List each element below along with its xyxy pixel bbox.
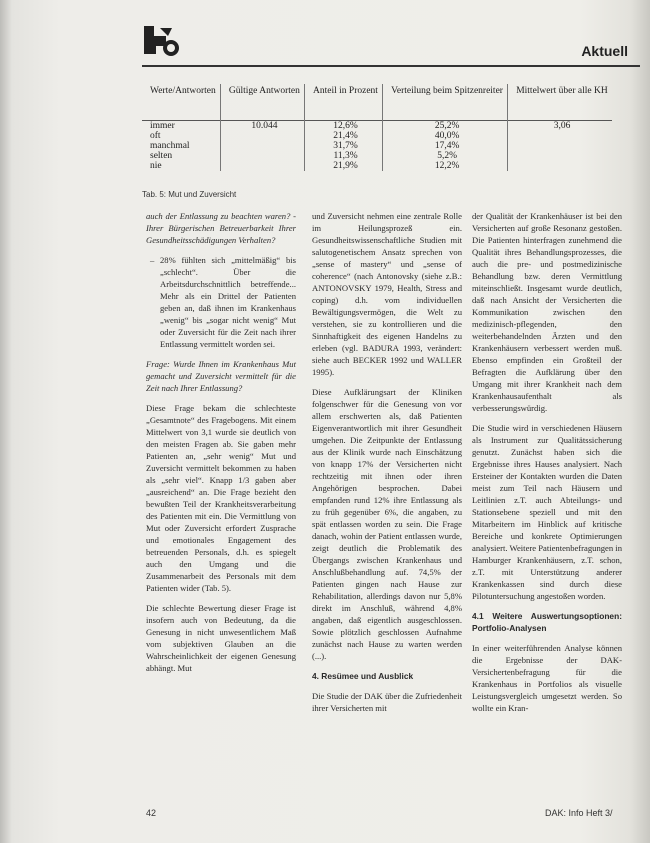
text-column-right	[472, 210, 622, 722]
header-rule	[142, 65, 640, 67]
table-cell: 10.044	[220, 121, 304, 132]
table-row	[142, 161, 612, 171]
table-cell: manchmal	[150, 141, 190, 151]
table-header-cell: Verteilung beim Spitzenreiter	[383, 84, 508, 121]
table-cell	[508, 151, 612, 161]
table-cell	[508, 161, 612, 171]
table-cell: selten	[150, 151, 173, 161]
body-paragraph: In einer weiterführenden Analyse können die Ergebnisse der DAK-Versichertenbefragung für die Krankenhaus in Portfolios als visuelle Leistungsvergleich umgesetzt werden. So wollte ein Kran-	[472, 643, 622, 713]
body-paragraph: Die schlechte Bewertung dieser Frage ist insofern auch von Bedeutung, da die Genesung in nicht unwesentlichem Maß vom subjektiven Glauben an die Wahrscheinlichkeit der eigenen Genesung abhängt. Mut	[146, 603, 296, 673]
page-number: 42	[146, 808, 157, 818]
journal-reference: DAK: Info Heft 3/	[545, 808, 613, 818]
survey-question: Frage: Wurde Ihnen im Krankenhaus Mut gemacht und Zuversicht vermittelt für die Zeit nach Ihrer Entlassung?	[146, 359, 296, 393]
table-row	[142, 141, 612, 151]
body-paragraph: Diese Aufklärungsart der Kliniken folgenschwer für die Genesung von vor allem erschwerten als, daß Patienten Eigenverantwortlich mit ihrer Gesundheit umgehen. Die Zeitpunkte der Entlassung aus der Klinik wurde nach Einschätzung von knapp 17% der Versicherten nicht rechtzeitig mit ihnen oder ihren Angehörigen besprochen. Dabei empfanden rund 12% ihre Entlassung als zu früh gegenüber 6%, die angaben, zu spät entlassen worden zu sein. Die Frage danach, wohin der Patient entlassen wurde, zeigt deutlich die Problematik des Übergangs zwischen Krankenhaus und Anschlußbehandlung auf. 74,5% der Patienten gingen nach Hause zur Rehabilitation, allerdings davon nur 5,8% direkt im Anschluß, während 4,8% angaben, daß eigentlich ausgeschlossen. Sowie plötzlich geschlossen Aufnahme zunächst nach Hause zu warten werden (...).	[312, 387, 462, 661]
survey-question: auch der Entlassung zu beachten waren? - Ihrer Bürgerischen Betreuerbarkeit Ihrer Gesundheitsschädigungen Verhalten?	[146, 211, 296, 245]
table-row	[142, 131, 612, 141]
table-header-cell: Mittelwert über alle KH	[508, 84, 612, 121]
table-cell	[220, 151, 304, 161]
body-paragraph: Die Studie wird in verschiedenen Häusern als Instrument zur Qualitätssicherung genutzt. Zunächst haben sich die Ergebnisse ihres Hauses analysiert. Nach Ersteiner der Kontakten wurden die Daten meist zum Teil nach Häusern und Leitlinien z.T. auch Abteilungs- und Stationsebene speziell und mit den Mitarbeitern im Hinblick auf kritische Bereiche und konkrete Optimierungen analysiert. Weitere Patientenbefragungen in Hamburger Krankenhäusern, z.T. schon, z.T. mit Unterstützung anderer Krankenkassen sind durch diese Pilotuntersuchung angestoßen worden.	[472, 423, 622, 601]
table-cell: 21,9%	[305, 161, 383, 171]
table-row	[142, 121, 612, 132]
table-cell: 5,2%	[383, 151, 508, 161]
bullet-paragraph: – 28% fühlten sich „mittelmäßig“ bis „schlecht“. Über die Arbeitsdurchschnittlich betreffende... Mehr als ein Drittel der Patienten geben an, daß ihnen im Krankenhaus „wenig“ bis „sogar nicht wenig“ Mut oder Zuversicht für die Zeit nach ihrer Entlassung vermittelt worden sei.	[150, 255, 296, 349]
table-caption: Tab. 5: Mut und Zuversicht	[142, 190, 237, 199]
table-cell: 3,06	[508, 121, 612, 132]
table-cell: 17,4%	[383, 141, 508, 151]
table-cell: 31,7%	[305, 141, 383, 151]
table-cell: oft	[150, 131, 161, 141]
table-cell: immer	[150, 121, 175, 131]
body-paragraph: und Zuversicht nehmen eine zentrale Rolle im Heilungsprozeß ein. Gesundheitswissenschaftliche Studien mit salutogenetischem Ansatz sprechen von „sense of mastery“ und „sense of coherence“ (nach Antonovsky (siehe z.B.: ANTONOVSKY 1979, Health, Stress and coping) d.h. vom individuellen Bewältigungsvermögen, die Welt zu verstehen, sie zu kontrollieren und die Sinnhaftigkeit des eigenen Handelns zu erleben (vgl. BADURA 1993, verändert: siehe auch BECKER 1992 und WALLER 1995).	[312, 211, 462, 377]
table-cell: nie	[150, 161, 162, 171]
table-header-cell: Anteil in Prozent	[305, 84, 383, 121]
table-cell: 21,4%	[305, 131, 383, 141]
table-cell: 12,6%	[305, 121, 383, 132]
section-heading: 4.1 Weitere Auswertungsoptionen: Portfolio-Analysen	[472, 611, 622, 633]
table-cell	[220, 161, 304, 171]
table-cell	[508, 131, 612, 141]
body-paragraph: Diese Frage bekam die schlechteste „Gesamtnote“ des Fragebogens. Mit einem Mittelwert von 3,1 wurde sie deutlich von den meisten Fragen ab. Sie gaben mehr Patienten an, „sehr wenig“ Mut und Zuversicht vermittelt bekommen zu haben als „sehr viel“. Knapp 1/3 gaben aber „ausreichend“ an. Die Frage bezieht den bewußten Teil der Krankheitsverarbeitung des Patienten mit ein. Die Vermittlung von Mut oder Zuversicht erfordert Zusprache und emotionales Engagement des betreuenden Personals, d.h. es spiegelt auch den Umgang und die Zusammenarbeit des Personals mit dem Patienten wider (Tab. 5).	[146, 403, 296, 593]
table-header-row	[142, 84, 612, 121]
journal-logo-icon	[142, 24, 184, 58]
table-cell: 12,2%	[383, 161, 508, 171]
body-paragraph: Die Studie der DAK über die Zufriedenheit ihrer Versicherten mit	[312, 691, 462, 713]
table-header-cell: Gültige Antworten	[220, 84, 304, 121]
table-cell	[220, 131, 304, 141]
body-paragraph: der Qualität der Krankenhäuser ist bei den Versicherten auf große Resonanz gestoßen. Die Patienten hinterfragen zunehmend die Qualität ihres Behandlungsprozesses, die auch die pre- und postmedizinische Behandlung bzw. deren Vermittlung miteinschließt. Insgesamt wurde deutlich, daß nach Ansicht der Versicherten die Kommunikation zwischen den medizinisch-pflegenden, den weiterbehandelnden Ärzten und den Krankenhäusern verbessert werden muß. Ebenso empfinden ein Großteil der Befragten die Aufklärung über den Umgang mit ihrer Krankheit nach dem Krankenhausaufenthalt als verbesserungswürdig.	[472, 211, 622, 413]
table-cell: 25,2%	[383, 121, 508, 132]
table-cell: 40,0%	[383, 131, 508, 141]
section-rubric: Aktuell	[581, 43, 628, 59]
table-header-cell: Werte/Antworten	[150, 86, 216, 96]
table-cell: 11,3%	[305, 151, 383, 161]
table-cell	[220, 141, 304, 151]
survey-results-table	[142, 84, 612, 171]
section-heading: 4. Resümee und Ausblick	[312, 671, 414, 681]
table-row	[142, 151, 612, 161]
text-column-left	[146, 210, 296, 682]
text-column-middle	[312, 210, 462, 722]
table-cell	[508, 141, 612, 151]
